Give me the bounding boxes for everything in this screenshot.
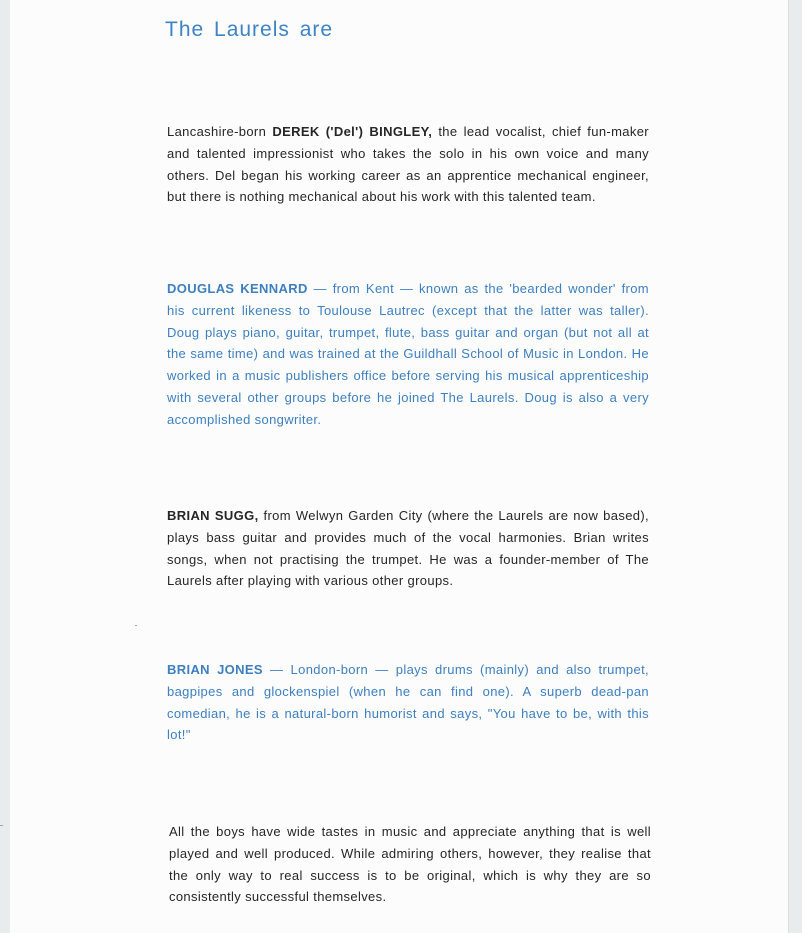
closing-paragraph: All the boys have wide tastes in music and appreciate anything that is well played and well produced. While admiring others, however, they realise that the only way to real success is to be original, which is why they are so consistently successful themselves. <box>169 824 651 905</box>
page-title: The Laurels are <box>165 18 334 41</box>
bio-text: from Welwyn Garden City (where the Laurels are now based), plays bass guitar and provides much of the vocal harmonies. Brian writes songs, when not practising the trumpet. He was a founder-member of The Laurels after playing with various other groups. <box>167 508 649 589</box>
bio-name: BRIAN JONES <box>167 662 263 677</box>
bio-intro: Lancashire-born <box>167 124 273 139</box>
bio-text: the lead vocalist, chief fun-maker and talented impressionist who takes the solo in his own voice and many others. Del began his working career as an apprentice mechanical engineer, but there is nothing mechanical about his work with this talented team. <box>167 124 649 205</box>
bio-name: DOUGLAS KENNARD <box>167 281 308 296</box>
bio-brian-sugg <box>167 505 649 592</box>
bio-text: — from Kent — known as the 'bearded wonder' from his current likeness to Toulouse Lautrec (except that the latter was taller). Doug plays piano, guitar, trumpet, flute, bass guitar and organ (but not all at the same time) and was trained at the Guildhall School of Music in London. He worked in a music publishers office before serving his musical apprenticeship with several other groups before he joined The Laurels. Doug is also a very accomplished songwriter. <box>167 281 649 427</box>
bio-derek-bingley <box>167 121 649 208</box>
paper-speck <box>135 625 137 626</box>
bio-douglas-kennard <box>167 278 649 431</box>
bio-name: BRIAN SUGG, <box>167 508 259 523</box>
paper-speck <box>0 825 3 826</box>
document-page <box>10 0 788 933</box>
bio-text: — London-born — plays drums (mainly) and also trumpet, bagpipes and glockenspiel (when he can find one). A superb dead-pan comedian, he is a natural-born humorist and says, "You have to be, with this lot!" <box>167 662 649 743</box>
bio-name: DEREK ('Del') BINGLEY, <box>272 124 433 139</box>
bio-brian-jones <box>167 659 649 746</box>
